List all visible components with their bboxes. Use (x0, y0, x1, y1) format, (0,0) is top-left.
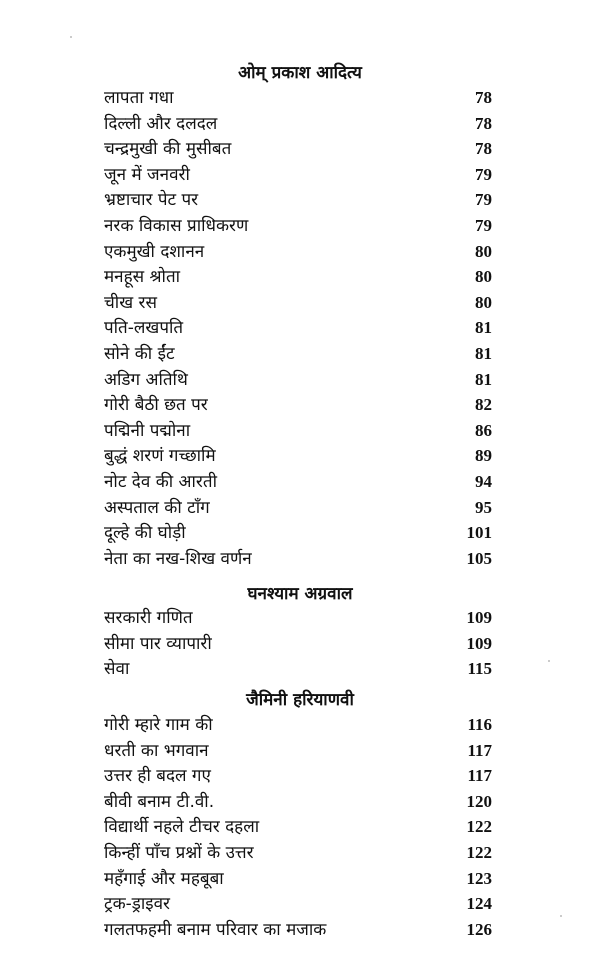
entry-title: सोने की ईंट (104, 344, 175, 364)
entry-title: महँगाई और महबूबा (104, 869, 224, 889)
entry-page-number: 78 (475, 139, 492, 158)
toc-entry (104, 547, 492, 571)
entry-page-number: 81 (475, 370, 492, 389)
entry-title: भ्रष्टाचार पेट पर (104, 190, 199, 210)
toc-entry (104, 657, 492, 681)
entry-title: धरती का भगवान (104, 741, 209, 761)
entry-page-number: 122 (466, 817, 492, 836)
toc-entry (104, 713, 492, 737)
entry-title: गोरी म्हारे गाम की (104, 715, 213, 735)
entry-page-number: 117 (467, 741, 492, 760)
toc-entry (104, 393, 492, 417)
entry-page-number: 79 (475, 216, 492, 235)
toc-entry (104, 265, 492, 289)
entry-title: बुद्धं शरणं गच्छामि (104, 446, 216, 466)
paper-speck (548, 660, 550, 662)
entry-page-number: 86 (475, 421, 492, 440)
entry-page-number: 78 (475, 114, 492, 133)
toc-entry (104, 918, 492, 942)
entry-title: नरक विकास प्राधिकरण (104, 216, 249, 236)
section-heading: जैमिनी हरियाणवी (246, 690, 354, 710)
entry-title: चन्द्रमुखी की मुसीबत (104, 139, 232, 159)
toc-entry (104, 606, 492, 630)
entry-page-number: 80 (475, 267, 492, 286)
entry-title: लापता गधा (104, 88, 174, 108)
entry-page-number: 109 (466, 608, 492, 627)
entry-page-number: 95 (475, 498, 492, 517)
entry-page-number: 78 (475, 88, 492, 107)
toc-entry (104, 632, 492, 656)
paper-speck (70, 36, 72, 38)
toc-entry (104, 240, 492, 264)
entry-page-number: 81 (475, 318, 492, 337)
section-heading: घनश्याम अग्रवाल (247, 584, 353, 604)
toc-entry (104, 419, 492, 443)
section-heading: ओम् प्रकाश आदित्य (238, 63, 362, 83)
entry-page-number: 117 (467, 766, 492, 785)
entry-page-number: 80 (475, 242, 492, 261)
entry-page-number: 89 (475, 446, 492, 465)
entry-page-number: 105 (466, 549, 492, 568)
entry-page-number: 81 (475, 344, 492, 363)
entry-title: सीमा पार व्यापारी (104, 634, 212, 654)
entry-title: उत्तर ही बदल गए (104, 766, 211, 786)
toc-entry (104, 444, 492, 468)
toc-entry (104, 764, 492, 788)
toc-entry (104, 342, 492, 366)
entry-title: गोरी बैठी छत पर (104, 395, 208, 415)
entry-page-number: 79 (475, 165, 492, 184)
entry-title: मनहूस श्रोता (104, 267, 181, 287)
entry-page-number: 80 (475, 293, 492, 312)
toc-entry (104, 815, 492, 839)
toc-entry (104, 137, 492, 161)
entry-title: बीवी बनाम टी.वी. (104, 792, 215, 812)
toc-entry (104, 86, 492, 110)
entry-page-number: 82 (475, 395, 492, 414)
entry-title: एकमुखी दशानन (104, 242, 205, 262)
toc-entry (104, 316, 492, 340)
entry-page-number: 120 (466, 792, 492, 811)
entry-page-number: 124 (466, 894, 492, 913)
entry-title: ट्रक-ड्राइवर (104, 894, 171, 914)
entry-title: दूल्हे की घोड़ी (104, 523, 186, 543)
entry-title: पति-लखपति (104, 318, 184, 338)
entry-title: किन्हीं पाँच प्रश्नों के उत्तर (104, 843, 254, 863)
entry-title: चीख रस (104, 293, 157, 313)
toc-entry (104, 470, 492, 494)
entry-page-number: 101 (466, 523, 492, 542)
entry-title: विद्यार्थी नहले टीचर दहला (104, 817, 260, 837)
entry-title: नोट देव की आरती (104, 472, 217, 492)
toc-entry (104, 867, 492, 891)
toc-entry (104, 790, 492, 814)
toc-entry (104, 163, 492, 187)
toc-entry (104, 841, 492, 865)
entry-title: अडिग अतिथि (104, 370, 188, 390)
paper-speck (560, 915, 562, 917)
entry-page-number: 109 (466, 634, 492, 653)
entry-title: पद्मिनी पद्मोना (104, 421, 191, 441)
toc-entry (104, 521, 492, 545)
toc-entry (104, 368, 492, 392)
entry-page-number: 115 (467, 659, 492, 678)
entry-title: सेवा (104, 659, 130, 679)
entry-title: गलतफहमी बनाम परिवार का मजाक (104, 920, 327, 940)
toc-entry (104, 892, 492, 916)
toc-entry (104, 291, 492, 315)
toc-entry (104, 112, 492, 136)
entry-title: जून में जनवरी (104, 165, 190, 185)
entry-title: नेता का नख-शिख वर्णन (104, 549, 252, 569)
toc-entry (104, 496, 492, 520)
entry-title: अस्पताल की टाँग (104, 498, 210, 518)
toc-entry (104, 214, 492, 238)
entry-page-number: 126 (466, 920, 492, 939)
entry-page-number: 79 (475, 190, 492, 209)
entry-title: सरकारी गणित (104, 608, 193, 628)
entry-title: दिल्ली और दलदल (104, 114, 218, 134)
toc-entry (104, 739, 492, 763)
entry-page-number: 94 (475, 472, 492, 491)
entry-page-number: 116 (467, 715, 492, 734)
entry-page-number: 123 (466, 869, 492, 888)
entry-page-number: 122 (466, 843, 492, 862)
toc-entry (104, 188, 492, 212)
